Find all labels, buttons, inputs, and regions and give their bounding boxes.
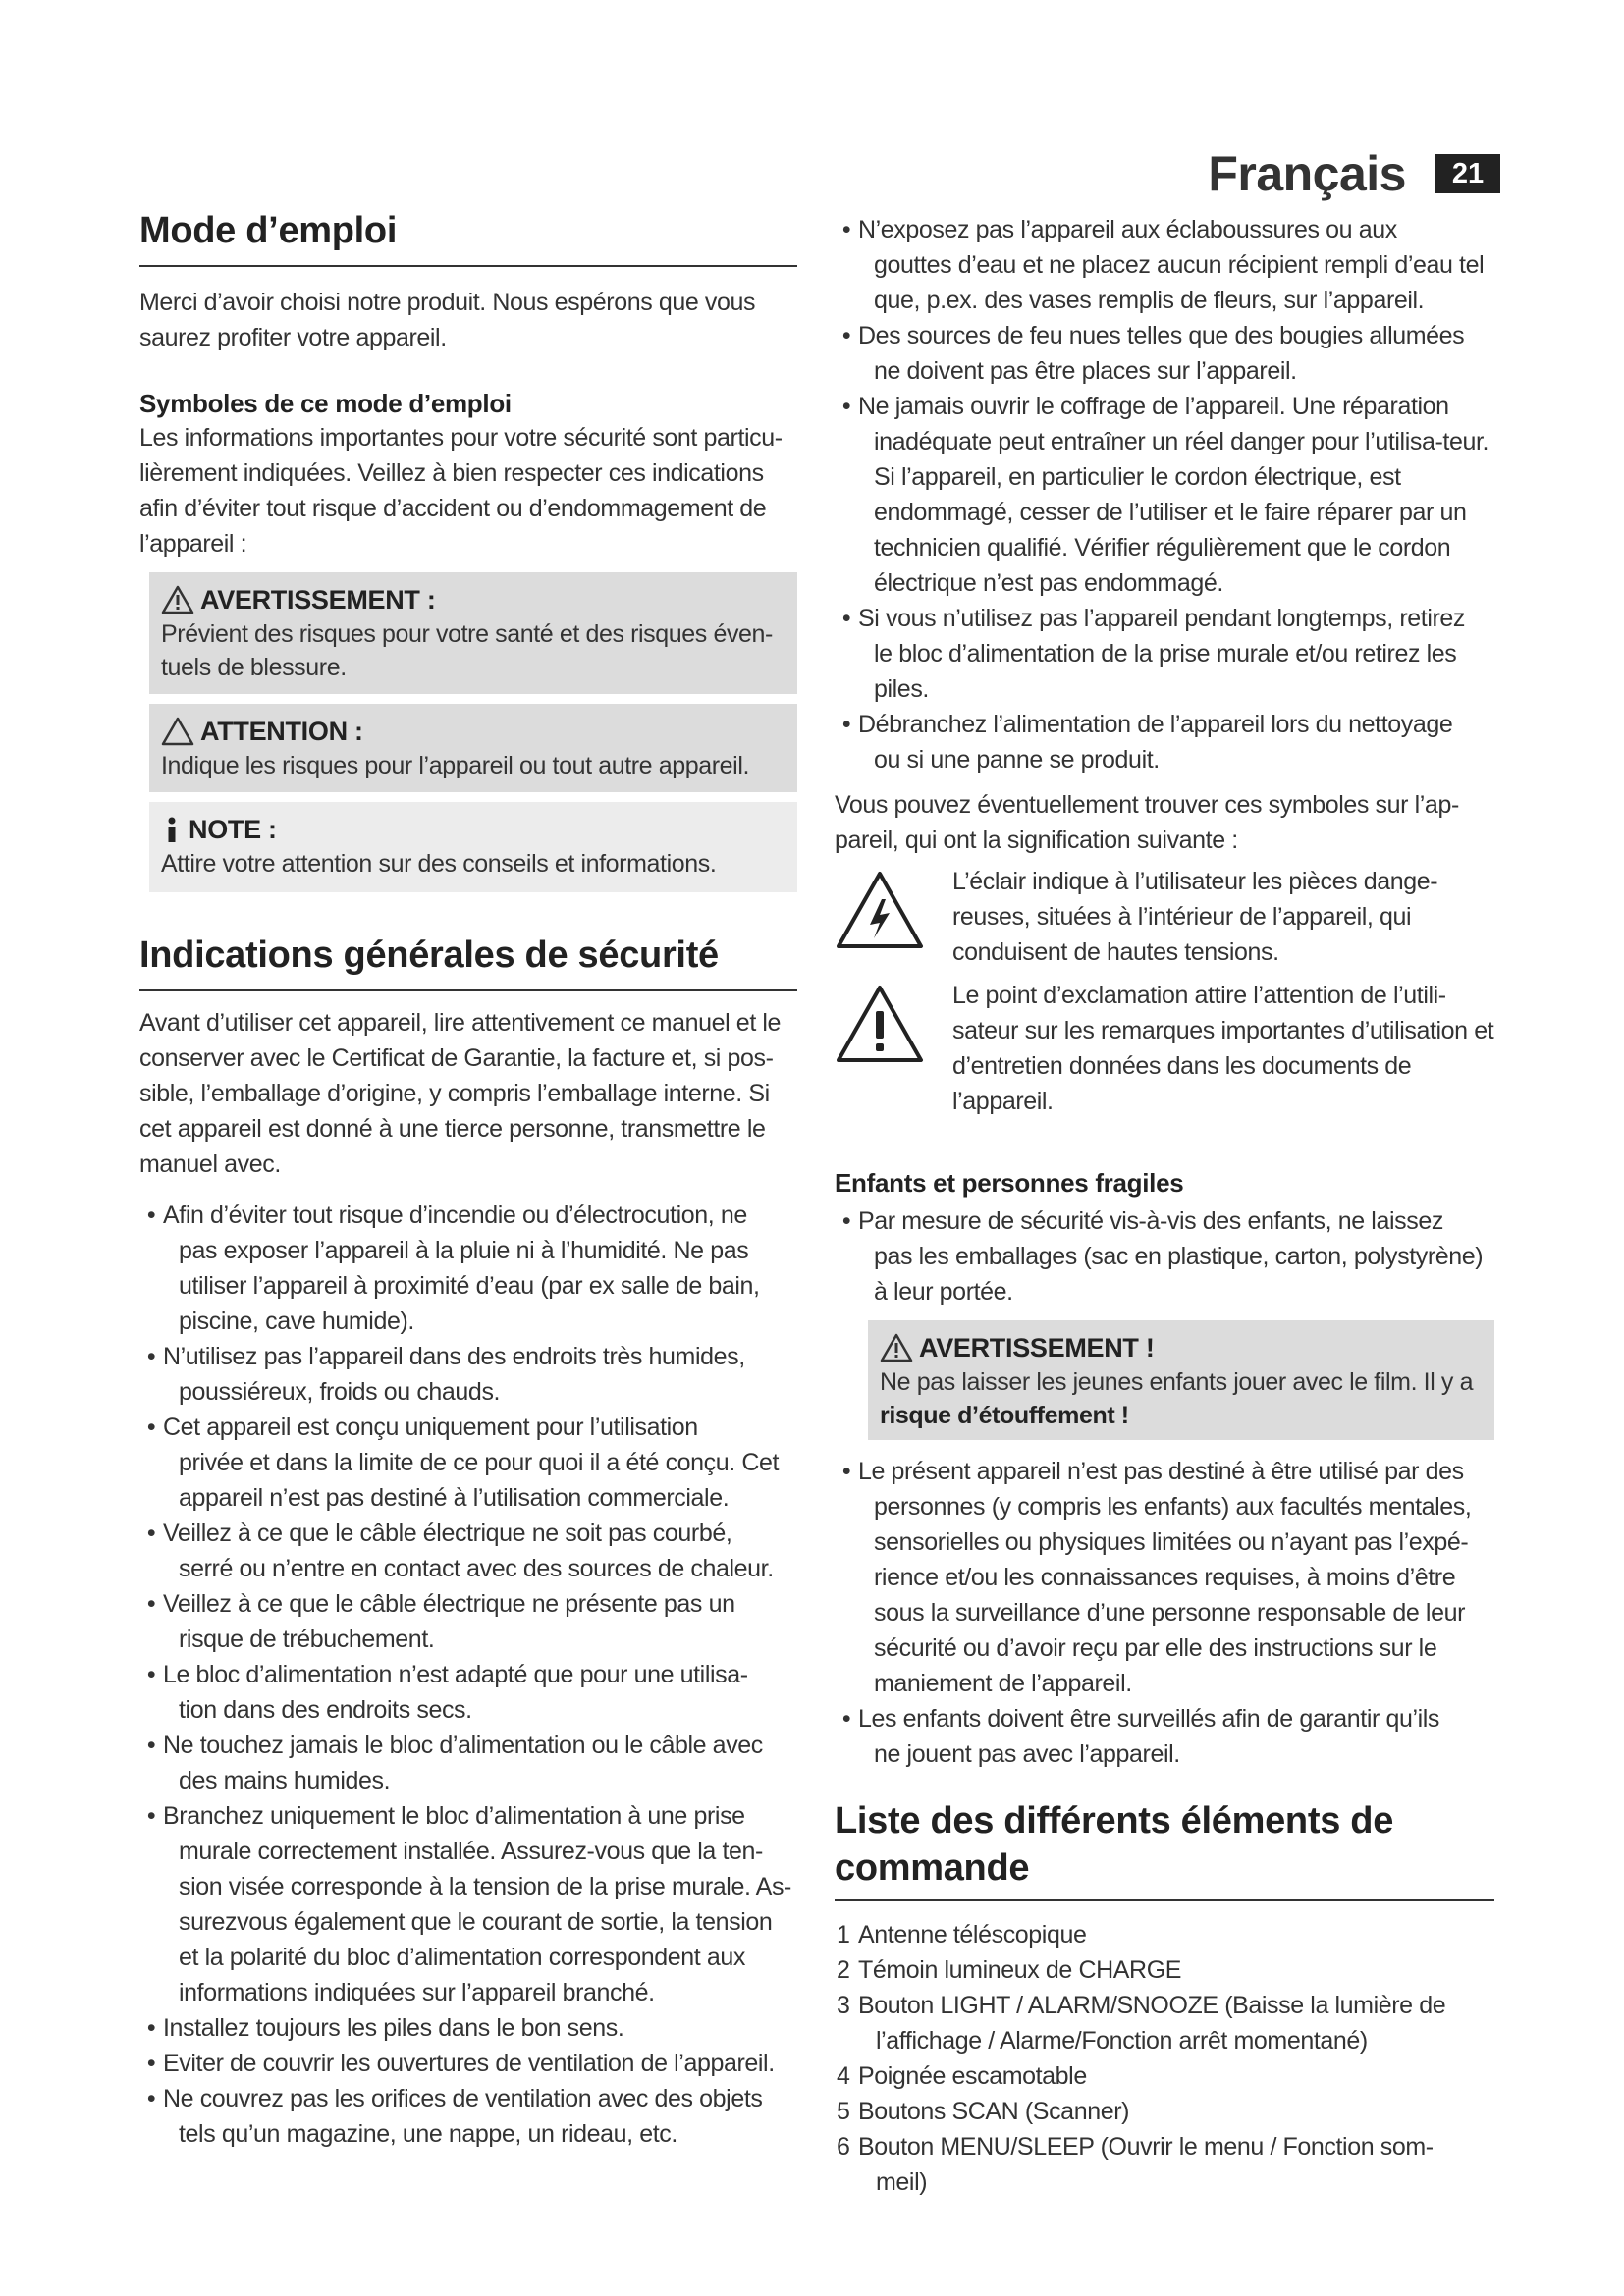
bullet-dot: • xyxy=(146,1660,156,1688)
attention-text: Indique les risques pour l’appareil ou tout autre appareil. xyxy=(161,752,750,779)
bullet-dot: • xyxy=(146,1413,156,1441)
commande-item xyxy=(835,2129,1494,2200)
bullet-item xyxy=(835,707,1494,777)
bullet-continuation: pas exposer l’appareil à la pluie ni à l’humidité. Ne pas utiliser l’appareil à proximité d’eau (par ex salle de bain, piscine, cave humide). xyxy=(179,1236,760,1335)
enfants-warning-text: Ne pas laisser les jeunes enfants jouer avec le film. Il y a xyxy=(880,1368,1474,1396)
warning-triangle-icon xyxy=(161,585,194,614)
bullet-first-line: Installez toujours les piles dans le bon sens. xyxy=(163,2013,624,2042)
bullet-item xyxy=(835,389,1494,601)
bullet-first-line: Veillez à ce que le câble électrique ne présente pas un xyxy=(163,1589,735,1618)
bullet-item xyxy=(835,212,1494,318)
bullet-dot: • xyxy=(146,1731,156,1759)
bullet-dot: • xyxy=(146,2049,156,2077)
bullet-item xyxy=(139,1657,797,1728)
bullet-continuation: tion dans des endroits secs. xyxy=(179,1695,472,1724)
bullet-item xyxy=(139,1516,797,1586)
commande-item-label: Poignée escamotable xyxy=(858,2062,1087,2090)
commande-item xyxy=(835,1952,1494,1988)
commande-item-continuation: meil) xyxy=(876,2168,928,2196)
page-header xyxy=(1208,145,1500,202)
bullet-continuation: gouttes d’eau et ne placez aucun récipient rempli d’eau tel que, p.ex. des vases remplis de fleurs, sur l’appareil. xyxy=(874,251,1485,314)
note-title: NOTE : xyxy=(189,815,277,844)
bullet-dot: • xyxy=(841,216,851,243)
bullet-first-line: Ne touchez jamais le bloc d’alimentation ou le câble avec xyxy=(163,1731,763,1759)
bullet-dot: • xyxy=(841,1458,851,1485)
bullet-item xyxy=(139,1410,797,1516)
bullet-first-line: Débranchez l’alimentation de l’appareil lors du nettoyage xyxy=(858,711,1453,738)
note-text: Attire votre attention sur des conseils et informations. xyxy=(161,850,717,878)
securite-heading: Indications générales de sécurité xyxy=(139,933,797,991)
bullet-continuation: le bloc d’alimentation de la prise murale et/ou retirez les piles. xyxy=(874,640,1457,703)
bullet-first-line: Ne couvrez pas les orifices de ventilation avec des objets xyxy=(163,2084,763,2112)
commande-item-label: Bouton MENU/SLEEP (Ouvrir le menu / Fonction som- xyxy=(858,2133,1434,2161)
bullet-item xyxy=(139,1586,797,1657)
bullet-first-line: Le présent appareil n’est pas destiné à être utilisé par des xyxy=(858,1458,1464,1485)
bullet-dot: • xyxy=(841,1207,851,1235)
attention-title: ATTENTION : xyxy=(200,717,363,746)
enfants-section xyxy=(835,1166,1494,1309)
enfants-warning-title: AVERTISSEMENT ! xyxy=(919,1333,1155,1362)
symbols-intro: Vous pouvez éventuellement trouver ces symboles sur l’ap-pareil, qui ont la signification suivante : xyxy=(835,791,1459,854)
bullet-dot: • xyxy=(146,2084,156,2112)
exclamation-icon xyxy=(835,984,925,1064)
bullet-item xyxy=(835,1454,1494,1701)
securite-intro: Avant d’utiliser cet appareil, lire attentivement ce manuel et le conserver avec le Certificat de Garantie, la facture et, si pos-sible, l’emballage d’origine, y compris l’emballage interne. Si cet appareil est donné à une tierce personne, transmettre le manuel avec. xyxy=(139,1008,782,1178)
avertissement-title: AVERTISSEMENT : xyxy=(200,585,436,614)
bullet-continuation: ou si une panne se produit. xyxy=(874,746,1160,774)
bullet-continuation: des mains humides. xyxy=(179,1766,391,1794)
bullet-continuation: tels qu’un magazine, une nappe, un rideau, etc. xyxy=(179,2119,677,2148)
bullet-first-line: Eviter de couvrir les ouvertures de ventilation de l’appareil. xyxy=(163,2049,775,2077)
bullet-continuation: personnes (y compris les enfants) aux facultés mentales, sensorielles ou physiques limitées ou n’ayant pas l’expé-rience et/ou les connaissances requises, à moins d’être sous la surveillance d’une personne responsable de leur sécurité ou d’avoir reçu par elle des instructions sur le maniement de l’appareil. xyxy=(874,1493,1472,1697)
info-icon xyxy=(161,815,183,844)
commande-item-label: Antenne téléscopique xyxy=(858,1921,1087,1949)
bullet-item xyxy=(835,1701,1494,1772)
bullet-continuation: risque de trébuchement. xyxy=(179,1625,435,1653)
mode-emploi-section xyxy=(139,208,797,355)
bullet-dot: • xyxy=(841,605,851,632)
bullet-continuation: ne doivent pas être places sur l’appareil. xyxy=(874,357,1297,385)
lightning-icon xyxy=(835,870,925,950)
right-bullet-list xyxy=(835,212,1494,777)
commande-item xyxy=(835,2094,1494,2129)
exclamation-text: Le point d’exclamation attire l’attention de l’utili-sateur sur les remarques importantes d’utilisation et d’entretien données dans les documents de l’appareil. xyxy=(952,982,1494,1115)
bullet-continuation: murale correctement installée. Assurez-vous que la ten-sion visée corresponde à la tension de la prise murale. As-surezvous également que le courant de sortie, la tension et la polarité du bloc d’alimentation correspondent aux informations indiquées sur l’appareil branché. xyxy=(179,1837,791,2006)
bullet-first-line: N’utilisez pas l’appareil dans des endroits très humides, xyxy=(163,1342,745,1370)
lightning-symbol-row xyxy=(835,864,1494,970)
symboles-text: Les informations importantes pour votre sécurité sont particu-lièrement indiquées. Veillez à bien respecter ces indications afin d’éviter tout risque d’accident ou d’endommagement de l’appareil : xyxy=(139,424,783,558)
bullet-item xyxy=(835,318,1494,389)
bullet-continuation: privée et dans la limite de ce pour quoi il a été conçu. Cet appareil n’est pas destiné à l’utilisation commerciale. xyxy=(179,1448,780,1512)
commande-item-number: 6 xyxy=(837,2133,850,2161)
bullet-first-line: Cet appareil est conçu uniquement pour l’utilisation xyxy=(163,1413,698,1441)
bullet-item xyxy=(139,2010,797,2046)
commande-list xyxy=(835,1917,1494,2200)
bullet-first-line: Par mesure de sécurité vis-à-vis des enfants, ne laissez xyxy=(858,1207,1443,1235)
bullet-continuation: inadéquate peut entraîner un réel danger pour l’utilisa-teur. Si l’appareil, en particulier le cordon électrique, est endommagé, cesser de l’utiliser et le faire réparer par un technicien qualifié. Vérifier régulièrement que le cordon électrique n’est pas endommagé. xyxy=(874,428,1489,597)
bullet-item xyxy=(835,1203,1494,1309)
commande-item-number: 3 xyxy=(837,1992,850,2019)
bullet-dot: • xyxy=(841,393,851,420)
bullet-item xyxy=(835,601,1494,707)
avertissement-text: Prévient des risques pour votre santé et des risques éven-tuels de blessure. xyxy=(161,620,773,681)
bullet-continuation: serré ou n’entre en contact avec des sources de chaleur. xyxy=(179,1554,774,1582)
commande-item-label: Bouton LIGHT / ALARM/SNOOZE (Baisse la lumière de xyxy=(858,1992,1446,2019)
bullet-continuation: ne jouent pas avec l’appareil. xyxy=(874,1740,1180,1768)
avertissement-box xyxy=(149,572,797,694)
bullet-item xyxy=(139,1198,797,1339)
bullet-dot: • xyxy=(146,1801,156,1830)
bullet-continuation: poussiéreux, froids ou chauds. xyxy=(179,1377,501,1406)
bullet-first-line: N’exposez pas l’appareil aux éclaboussures ou aux xyxy=(858,216,1397,243)
warning-triangle-icon xyxy=(880,1333,913,1362)
bullet-dot: • xyxy=(841,711,851,738)
bullet-dot: • xyxy=(841,1705,851,1733)
securite-section xyxy=(139,933,797,2152)
lightning-text: L’éclair indique à l’utilisateur les pièces dange-reuses, situées à l’intérieur de l’appareil, qui conduisent de hautes tensions. xyxy=(952,868,1438,966)
mode-emploi-heading: Mode d’emploi xyxy=(139,208,797,267)
symboles-section xyxy=(139,387,797,561)
attention-box xyxy=(149,704,797,792)
bullet-item xyxy=(139,2081,797,2152)
commande-item-continuation: l’affichage / Alarme/Fonction arrêt momentané) xyxy=(876,2027,1368,2055)
enfants-warning-box xyxy=(868,1320,1494,1440)
bullet-first-line: Veillez à ce que le câble électrique ne soit pas courbé, xyxy=(163,1519,732,1547)
bullet-item xyxy=(139,2046,797,2081)
commande-item-label: Boutons SCAN (Scanner) xyxy=(858,2098,1130,2125)
page-number-badge: 21 xyxy=(1435,154,1500,193)
commande-item-label: Témoin lumineux de CHARGE xyxy=(858,1956,1182,1984)
bullet-first-line: Le bloc d’alimentation n’est adapté que pour une utilisa- xyxy=(163,1660,748,1688)
bullet-first-line: Afin d’éviter tout risque d’incendie ou d’électrocution, ne xyxy=(163,1201,747,1229)
commande-item xyxy=(835,1988,1494,2058)
commande-item xyxy=(835,1917,1494,1952)
bullet-first-line: Si vous n’utilisez pas l’appareil pendant longtemps, retirez xyxy=(858,605,1466,632)
commande-section xyxy=(835,1798,1494,2200)
bullet-item xyxy=(139,1798,797,2010)
enfants-heading: Enfants et personnes fragiles xyxy=(835,1168,1184,1198)
bullet-dot: • xyxy=(146,2013,156,2042)
bullet-dot: • xyxy=(146,1201,156,1229)
bullet-first-line: Branchez uniquement le bloc d’alimentation à une prise xyxy=(163,1801,745,1830)
note-box xyxy=(149,802,797,892)
bullet-dot: • xyxy=(146,1519,156,1547)
attention-triangle-icon xyxy=(161,717,194,746)
bullet-dot: • xyxy=(146,1342,156,1370)
bullet-first-line: Ne jamais ouvrir le coffrage de l’appareil. Une réparation xyxy=(858,393,1449,420)
enfants-warning-bold: risque d’étouffement ! xyxy=(880,1402,1129,1429)
bullet-item xyxy=(139,1728,797,1798)
language-title: Français xyxy=(1208,146,1406,201)
exclamation-symbol-row xyxy=(835,978,1494,1119)
bullet-first-line: Les enfants doivent être surveillés afin de garantir qu’ils xyxy=(858,1705,1440,1733)
bullet-continuation: pas les emballages (sac en plastique, carton, polystyrène) à leur portée. xyxy=(874,1243,1484,1306)
enfants-bullet-list xyxy=(835,1203,1494,1309)
commande-item-number: 4 xyxy=(837,2062,850,2090)
commande-heading: Liste des différents éléments de commande xyxy=(835,1798,1494,1901)
commande-item-number: 5 xyxy=(837,2098,850,2125)
commande-item-number: 1 xyxy=(837,1921,850,1949)
commande-item xyxy=(835,2058,1494,2094)
commande-item-number: 2 xyxy=(837,1956,850,1984)
bullet-first-line: Des sources de feu nues telles que des bougies allumées xyxy=(858,322,1465,349)
securite-bullet-list xyxy=(139,1198,797,2152)
mode-emploi-intro: Merci d’avoir choisi notre produit. Nous espérons que vous saurez profiter votre appareil. xyxy=(139,288,756,351)
symboles-heading: Symboles de ce mode d’emploi xyxy=(139,389,512,418)
bullet-dot: • xyxy=(841,322,851,349)
bullet-dot: • xyxy=(146,1589,156,1618)
bullet-item xyxy=(139,1339,797,1410)
enfants-bullet-list-2 xyxy=(835,1454,1494,1772)
